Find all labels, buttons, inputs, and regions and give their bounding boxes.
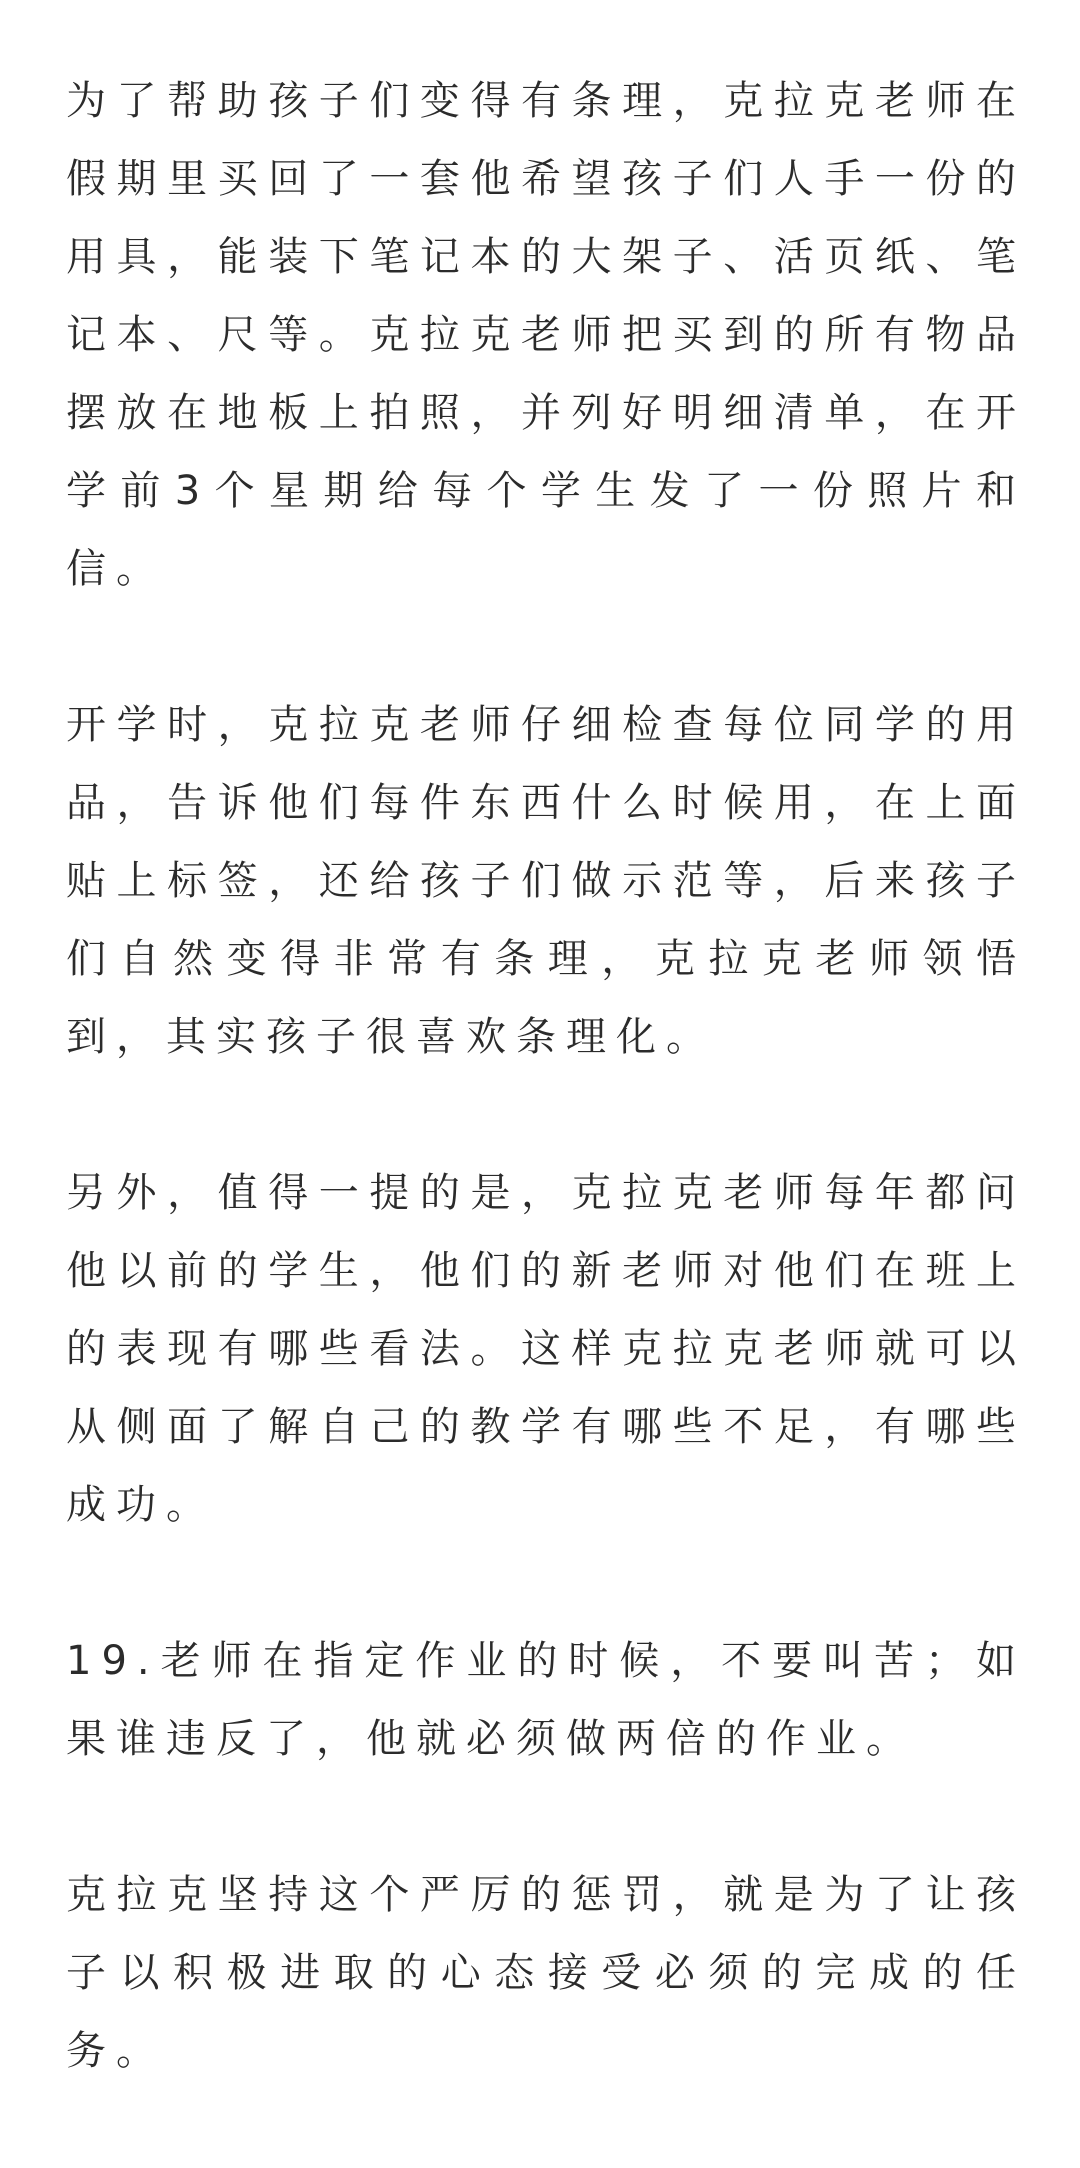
paragraph-5: 克拉克坚持这个严厉的惩罚，就是为了让孩子以积极进取的心态接受必须的完成的任务。: [66, 1872, 1026, 2074]
paragraph-1: 为了帮助孩子们变得有条理，克拉克老师在假期里买回了一套他希望孩子们人手一份的用具，能装下笔记本的大架子、活页纸、笔记本、尺等。克拉克老师把买到的所有物品摆放在地板上拍照，并列好明细清单，在开学前3个星期给每个学生发了一份照片和信。: [66, 78, 1026, 592]
paragraph-3: 另外，值得一提的是，克拉克老师每年都问他以前的学生，他们的新老师对他们在班上的表现有哪些看法。这样克拉克老师就可以从侧面了解自己的教学有哪些不足，有哪些成功。: [66, 1170, 1026, 1528]
paragraph-4: 19.老师在指定作业的时候，不要叫苦；如果谁违反了，他就必须做两倍的作业。: [66, 1638, 1026, 1762]
paragraph-2: 开学时，克拉克老师仔细检查每位同学的用品，告诉他们每件东西什么时候用，在上面贴上标签，还给孩子们做示范等，后来孩子们自然变得非常有条理，克拉克老师领悟到，其实孩子很喜欢条理化。: [66, 702, 1026, 1060]
article-body: [66, 62, 1026, 2168]
